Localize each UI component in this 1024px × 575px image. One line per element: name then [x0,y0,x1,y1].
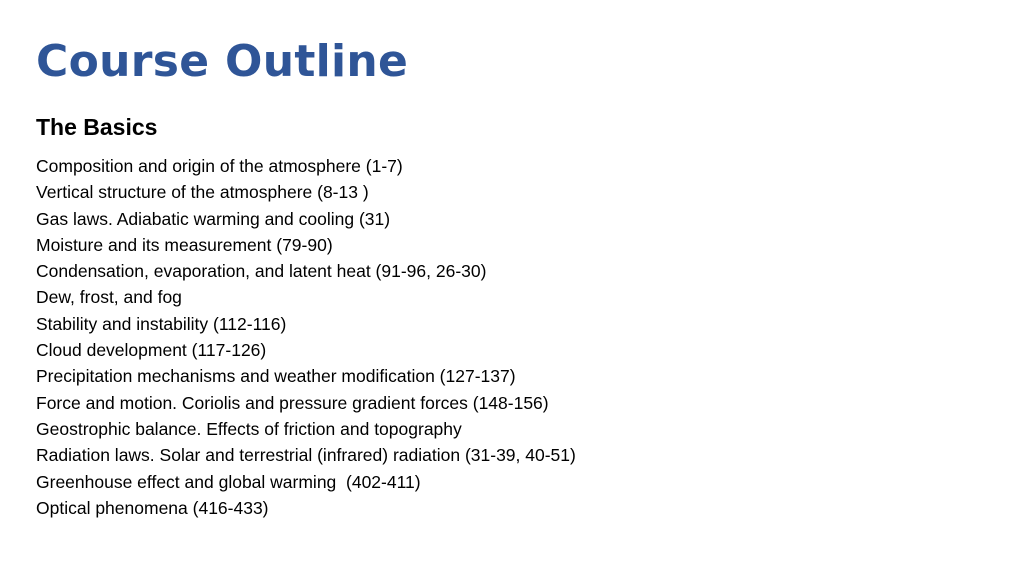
topic-item: Precipitation mechanisms and weather modification (127-137) [36,366,516,387]
topic-item: Condensation, evaporation, and latent heat (91-96, 26-30) [36,261,487,282]
topic-item: Greenhouse effect and global warming (402-411) [36,471,421,492]
slide-title: Course Outline [36,36,409,87]
topic-item: Stability and instability (112-116) [36,313,287,334]
topic-item: Moisture and its measurement (79-90) [36,234,333,255]
topic-item: Cloud development (117-126) [36,340,267,361]
topic-list [36,153,576,521]
topic-item: Geostrophic balance. Effects of friction and topography [36,418,462,439]
topic-item: Radiation laws. Solar and terrestrial (infrared) radiation (31-39, 40-51) [36,445,576,466]
section-heading: The Basics [36,114,158,140]
topic-item: Gas laws. Adiabatic warming and cooling (31) [36,208,391,229]
topic-item: Optical phenomena (416-433) [36,497,269,518]
topic-item: Force and motion. Coriolis and pressure gradient forces (148-156) [36,392,549,413]
topic-item: Dew, frost, and fog [36,287,182,308]
topic-item: Composition and origin of the atmosphere (1-7) [36,156,403,176]
topic-item: Vertical structure of the atmosphere (8-13 ) [36,182,369,203]
